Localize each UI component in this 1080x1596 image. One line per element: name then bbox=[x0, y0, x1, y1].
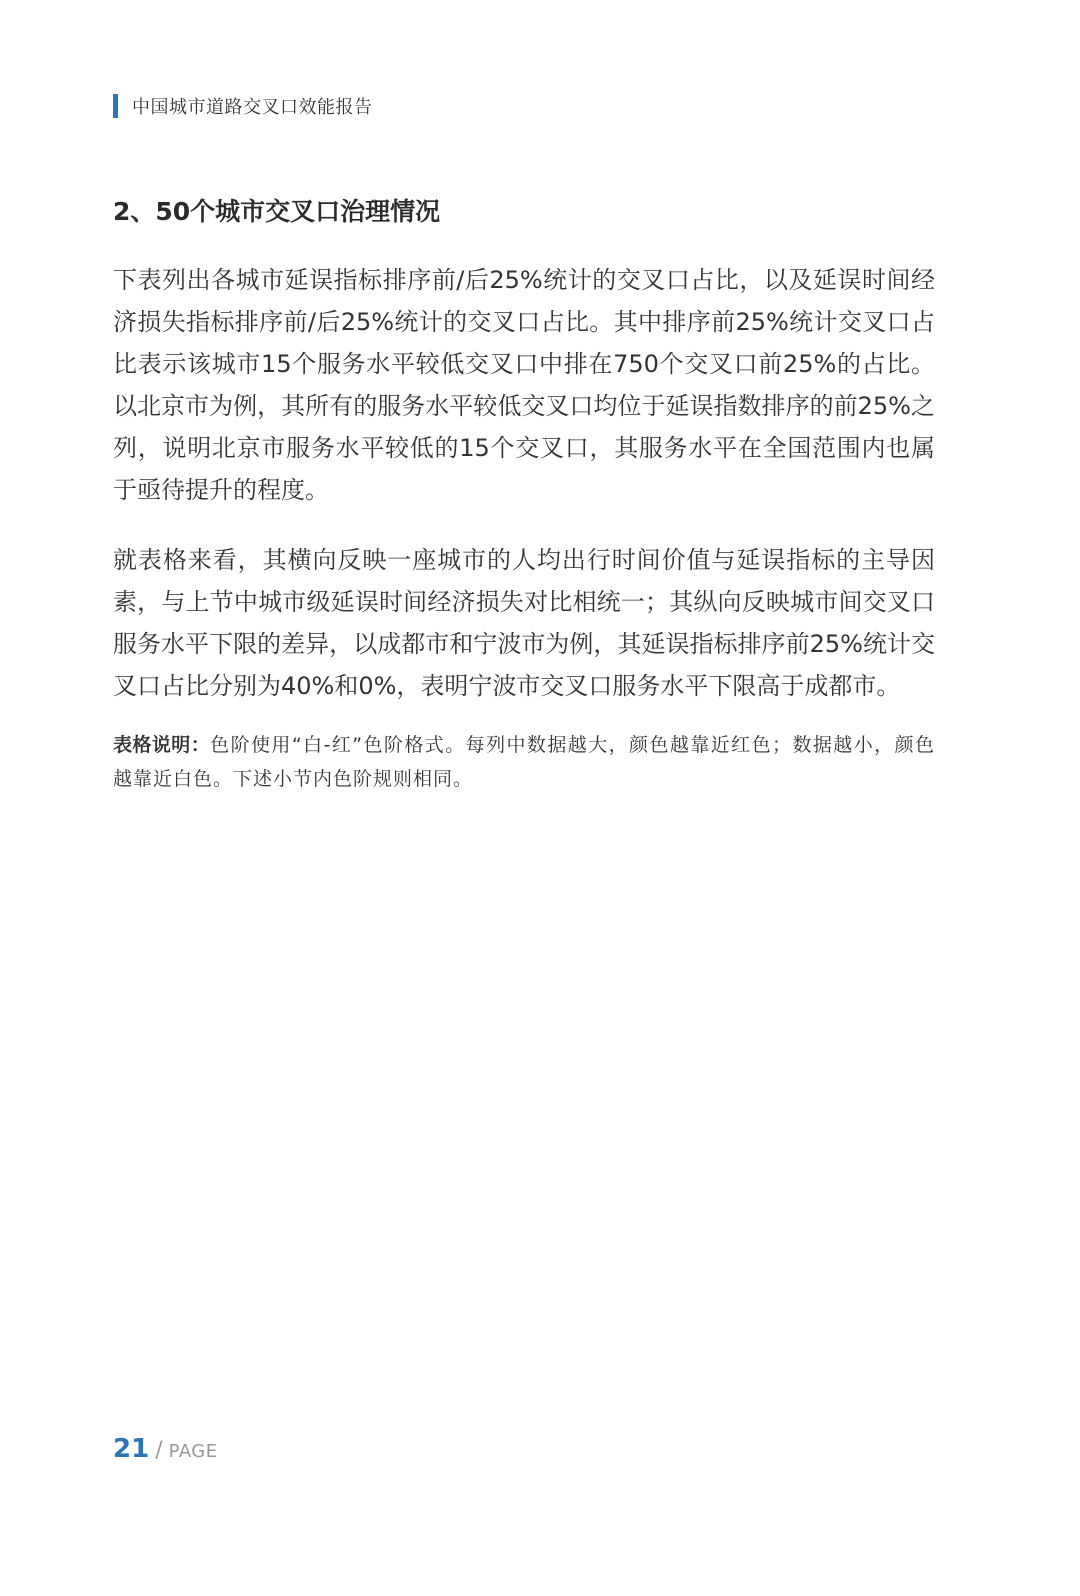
table-note-label: 表格说明： bbox=[113, 734, 211, 756]
page-footer bbox=[113, 1434, 218, 1464]
section-title: 2、50个城市交叉口治理情况 bbox=[113, 197, 441, 226]
table-note bbox=[113, 728, 935, 796]
body-paragraph-2: 就表格来看，其横向反映一座城市的人均出行时间价值与延误指标的主导因素，与上节中城市级延误时间经济损失对比相统一；其纵向反映城市间交叉口服务水平下限的差异，以成都市和宁波市为例，其延误指标排序前25%统计交叉口占比分别为40%和0%，表明宁波市交叉口服务水平下限高于成都市。 bbox=[113, 546, 935, 700]
page-number: 21 bbox=[113, 1434, 150, 1464]
report-title: 中国城市道路交叉口效能报告 bbox=[132, 97, 373, 118]
header-accent-bar bbox=[113, 94, 118, 118]
page-slash: / bbox=[155, 1438, 163, 1463]
page-label: PAGE bbox=[168, 1441, 218, 1462]
table-note-text: 色阶使用“白-红”色阶格式。每列中数据越大，颜色越靠近红色；数据越小，颜色越靠近白色。下述小节内色阶规则相同。 bbox=[113, 734, 935, 790]
running-header bbox=[113, 92, 373, 120]
body-paragraph-1: 下表列出各城市延误指标排序前/后25%统计的交叉口占比，以及延误时间经济损失指标排序前/后25%统计的交叉口占比。其中排序前25%统计交叉口占比表示该城市15个服务水平较低交叉口中排在750个交叉口前25%的占比。以北京市为例，其所有的服务水平较低交叉口均位于延误指数排序的前25%之列，说明北京市服务水平较低的15个交叉口，其服务水平在全国范围内也属于亟待提升的程度。 bbox=[113, 266, 935, 504]
